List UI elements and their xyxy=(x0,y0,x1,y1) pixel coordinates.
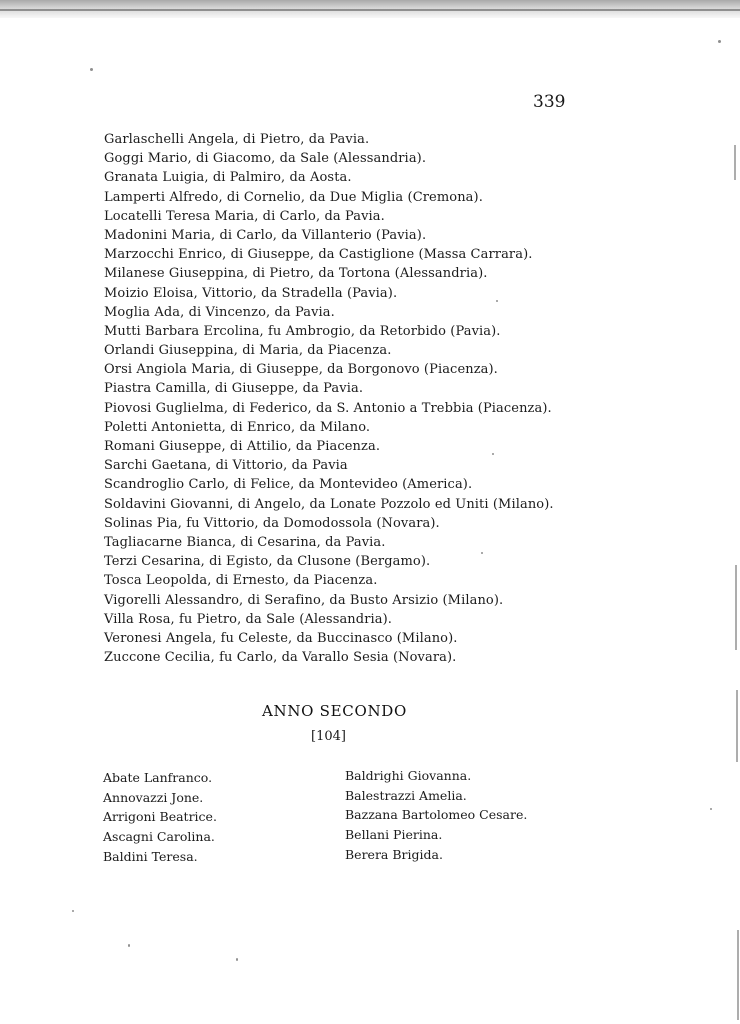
scan-speck xyxy=(481,552,483,554)
scan-speck xyxy=(710,808,712,810)
entry-line: Scandroglio Carlo, di Felice, da Montevideo (America). xyxy=(104,477,473,493)
entry-line: Solinas Pia, fu Vittorio, da Domodossola (Novara). xyxy=(104,515,440,531)
entry-line: Sarchi Gaetana, di Vittorio, da Pavia xyxy=(104,458,348,474)
entry-line: Garlaschelli Angela, di Pietro, da Pavia. xyxy=(104,132,370,147)
entries-list xyxy=(104,130,704,667)
entry-line: Moizio Eloisa, Vittorio, da Stradella (Pavia). xyxy=(104,285,398,301)
column-entry: Baldini Teresa. xyxy=(103,848,198,864)
section-count: [104] xyxy=(311,729,346,744)
scan-speck xyxy=(72,910,74,912)
entry-line: Moglia Ada, di Vincenzo, da Pavia. xyxy=(104,304,335,320)
scan-speck xyxy=(90,68,93,71)
column-entry: Annovazzi Jone. xyxy=(103,789,204,805)
entry-line: Milanese Giuseppina, di Pietro, da Tortona (Alessandria). xyxy=(104,266,488,282)
entry-line: Orlandi Giuseppina, di Maria, da Piacenza. xyxy=(104,343,392,359)
entry-line: Granata Luigia, di Palmiro, da Aosta. xyxy=(104,170,352,186)
entry-line: Lamperti Alfredo, di Cornelio, da Due Miglia (Cremona). xyxy=(104,189,483,205)
entry-line: Goggi Mario, di Giacomo, da Sale (Alessandria). xyxy=(104,151,427,167)
entry-line: Soldavini Giovanni, di Angelo, da Lonate Pozzolo ed Uniti (Milano). xyxy=(104,496,554,512)
entry-line: Zuccone Cecilia, fu Carlo, da Varallo Sesia (Novara). xyxy=(104,650,457,666)
scan-edge-mark xyxy=(734,145,736,180)
entry-line: Vigorelli Alessandro, di Serafino, da Busto Arsizio (Milano). xyxy=(104,592,504,608)
scan-edge-mark xyxy=(737,930,739,1020)
scan-speck xyxy=(496,300,498,302)
left-name-column xyxy=(103,768,363,866)
scan-speck xyxy=(718,40,721,43)
section-title: ANNO SECONDO xyxy=(262,702,407,720)
entry-line: Orsi Angiola Maria, di Giuseppe, da Borgonovo (Piacenza). xyxy=(104,362,498,378)
column-entry: Ascagni Carolina. xyxy=(103,829,215,845)
scan-speck xyxy=(236,958,238,961)
entry-line: Tosca Leopolda, di Ernesto, da Piacenza. xyxy=(104,573,378,589)
entry-line: Piovosi Guglielma, di Federico, da S. Antonio a Trebbia (Piacenza). xyxy=(104,400,552,416)
right-name-column xyxy=(345,766,605,864)
column-entry: Bellani Pierina. xyxy=(345,827,443,843)
column-entry: Abate Lanfranco. xyxy=(103,770,213,785)
entry-line: Mutti Barbara Ercolina, fu Ambrogio, da Retorbido (Pavia). xyxy=(104,323,501,339)
entry-line: Terzi Cesarina, di Egisto, da Clusone (Bergamo). xyxy=(104,554,431,570)
column-entry: Balestrazzi Amelia. xyxy=(345,787,467,803)
entry-line: Locatelli Teresa Maria, di Carlo, da Pavia. xyxy=(104,208,385,224)
scan-top-rule xyxy=(0,9,740,11)
entry-line: Poletti Antonietta, di Enrico, da Milano. xyxy=(104,419,371,435)
scan-speck xyxy=(492,453,494,455)
entry-line: Romani Giuseppe, di Attilio, da Piacenza. xyxy=(104,439,381,454)
scan-edge-mark xyxy=(735,565,737,650)
column-entry: Bazzana Bartolomeo Cesare. xyxy=(345,807,528,823)
entry-line: Piastra Camilla, di Giuseppe, da Pavia. xyxy=(104,381,364,397)
column-entry: Arrigoni Beatrice. xyxy=(103,809,217,825)
entry-line: Madonini Maria, di Carlo, da Villanterio (Pavia). xyxy=(104,227,427,243)
entry-line: Villa Rosa, fu Pietro, da Sale (Alessandria). xyxy=(104,611,393,627)
scan-edge-mark xyxy=(736,690,738,762)
column-entry: Baldrighi Giovanna. xyxy=(345,768,472,783)
entry-line: Veronesi Angela, fu Celeste, da Buccinasco (Milano). xyxy=(104,630,458,646)
entry-line: Tagliacarne Bianca, di Cesarina, da Pavia. xyxy=(104,534,386,550)
column-entry: Berera Brigida. xyxy=(345,846,443,862)
entry-line: Marzocchi Enrico, di Giuseppe, da Castiglione (Massa Carrara). xyxy=(104,247,533,263)
page-number: 339 xyxy=(533,92,566,112)
scan-speck xyxy=(128,944,130,947)
